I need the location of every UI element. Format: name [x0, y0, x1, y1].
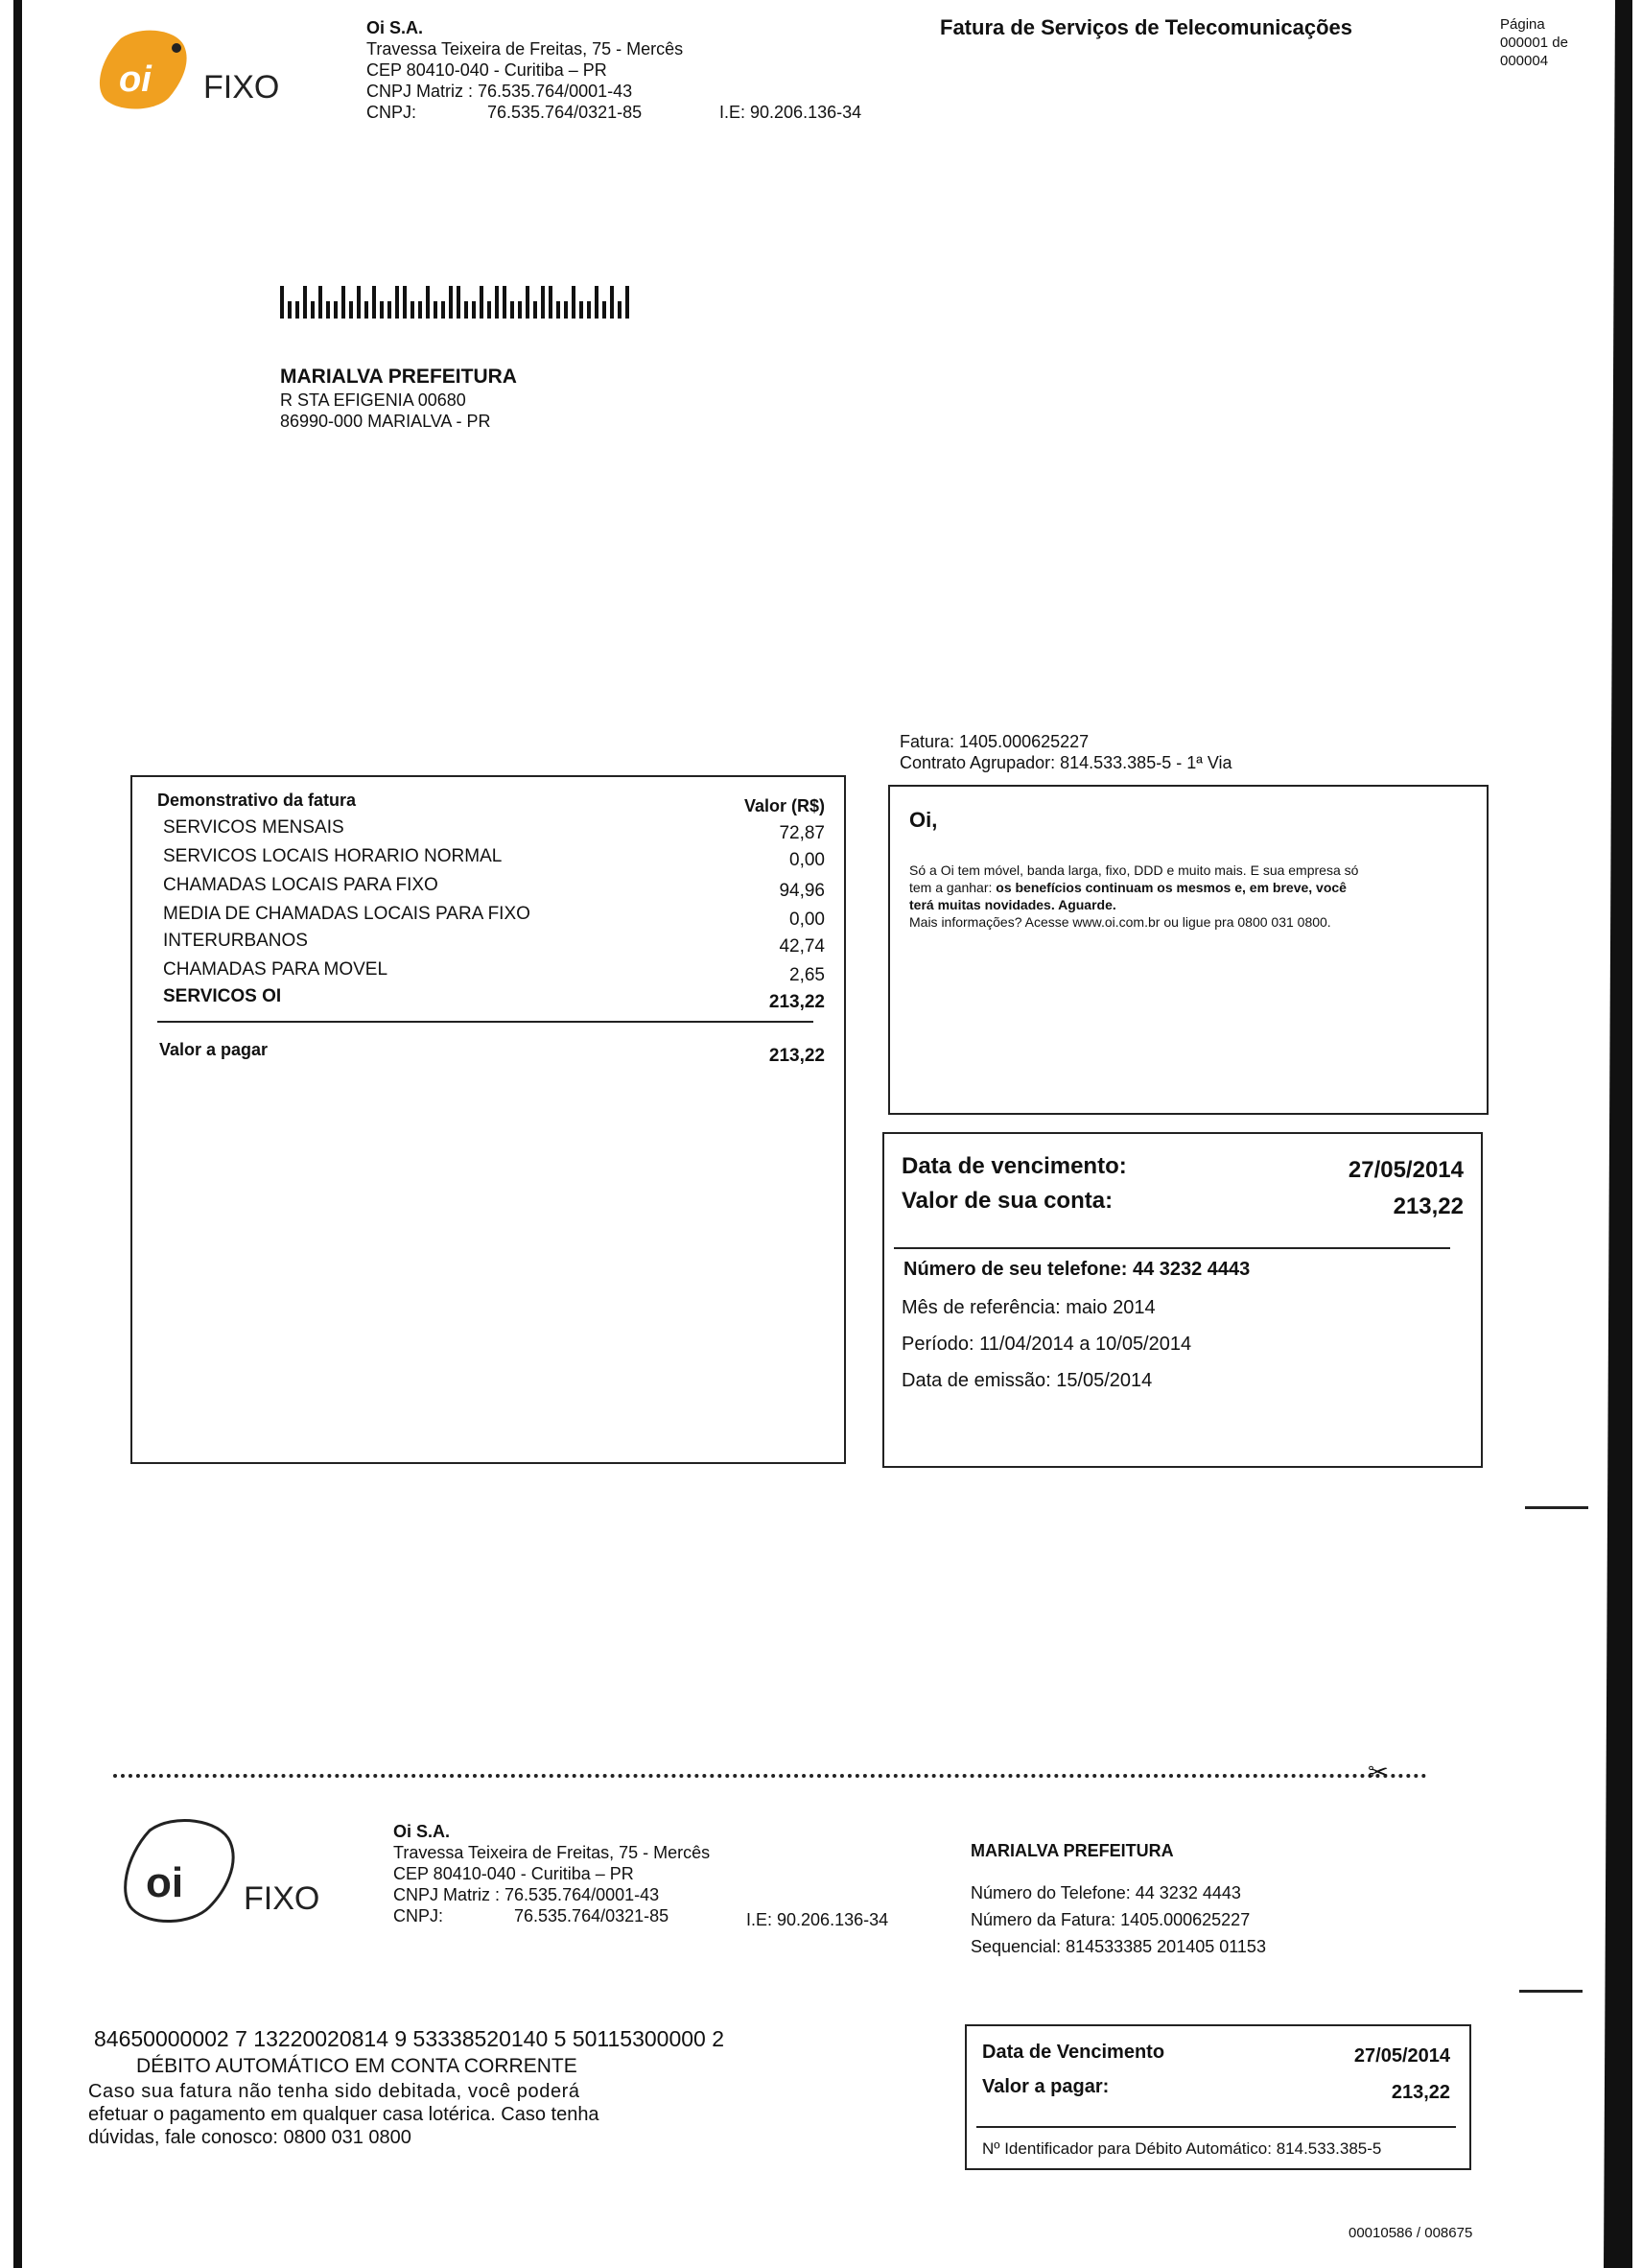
slip-debit-title: DÉBITO AUTOMÁTICO EM CONTA CORRENTE — [136, 2055, 577, 2077]
issuer-cnpj-label: CNPJ: — [366, 103, 417, 122]
recipient-block — [280, 365, 517, 432]
statement-item-value: 0,00 — [789, 910, 825, 930]
message-highlight: os benefícios continuam os mesmos e, em breve, você — [996, 880, 1347, 895]
scan-edge-left — [13, 0, 22, 2268]
oi-fixo-logo — [92, 21, 293, 117]
statement-subtotal-label: SERVICOS OI — [163, 986, 282, 1006]
slip-debit-id: Nº Identificador para Débito Automático: 814.533.385-5 — [982, 2139, 1382, 2158]
slip-barcode-number: 84650000002 7 13220020814 9 53338520140 5 50115300000 2 — [94, 2026, 725, 2051]
message-line: Só a Oi tem móvel, banda larga, fixo, DDD e muito mais. E sua empresa só — [909, 862, 1359, 878]
slip-ie: I.E: 90.206.136-34 — [746, 1910, 889, 1929]
statement-subtotal-value: 213,22 — [768, 992, 825, 1012]
invoice-number: Fatura: 1405.000625227 — [900, 732, 1090, 751]
scan-edge-right — [1604, 0, 1632, 2268]
slip-customer-block — [971, 1840, 1266, 1957]
message-body — [909, 862, 1471, 931]
statement-item-value: 42,74 — [779, 936, 825, 957]
phone-value: 44 3232 4443 — [1132, 1259, 1251, 1280]
issuer-cnpj-matriz: CNPJ Matriz : 76.535.764/0001-43 — [366, 82, 633, 101]
message-highlight: terá muitas novidades. Aguarde. — [909, 897, 1116, 912]
issuer-ie: I.E: 90.206.136-34 — [719, 103, 862, 122]
note-line: dúvidas, fale conosco: 0800 031 0800 — [88, 2127, 411, 2148]
margin-mark — [1525, 1506, 1588, 1509]
page-indicator — [1500, 15, 1568, 70]
issuer-cep: CEP 80410-040 - Curitiba – PR — [366, 60, 607, 80]
statement-item-label: SERVICOS LOCAIS HORARIO NORMAL — [163, 846, 503, 866]
scissors-icon: ✂ — [1368, 1758, 1389, 1786]
invoice-reference — [900, 731, 1232, 773]
document-title: Fatura de Serviços de Telecomunicações — [940, 15, 1352, 39]
issue-date: Data de emissão: 15/05/2014 — [902, 1370, 1153, 1391]
slip-due-label: Data de Vencimento — [982, 2042, 1165, 2063]
slip-payment-box — [965, 2024, 1471, 2170]
due-date-value: 27/05/2014 — [1348, 1157, 1464, 1183]
recipient-name: MARIALVA PREFEITURA — [280, 366, 517, 388]
footer-code: 00010586 / 008675 — [1349, 2225, 1473, 2241]
slip-cnpj-value: 76.535.764/0321-85 — [514, 1906, 669, 1925]
slip-payment-note — [88, 2080, 599, 2149]
statement-item-label: MEDIA DE CHAMADAS LOCAIS PARA FIXO — [163, 904, 530, 924]
recipient-city: 86990-000 MARIALVA - PR — [280, 412, 491, 431]
statement-item-label: INTERURBANOS — [163, 931, 308, 951]
statement-box — [130, 775, 846, 1464]
slip-logo — [117, 1809, 338, 1930]
statement-item-value: 0,00 — [789, 850, 825, 870]
message-line: tem a ganhar: — [909, 880, 997, 895]
slip-issuer-address: Travessa Teixeira de Freitas, 75 - Mercês — [393, 1843, 711, 1862]
slip-customer-name: MARIALVA PREFEITURA — [971, 1841, 1174, 1860]
due-date-label: Data de vencimento: — [902, 1153, 1127, 1179]
note-line: Caso sua fatura não tenha sido debitada, você poderá — [88, 2081, 580, 2102]
slip-amount-value: 213,22 — [1391, 2082, 1450, 2103]
statement-title: Demonstrativo da fatura — [157, 791, 357, 810]
note-line: efetuar o pagamento em qualquer casa lotérica. Caso tenha — [88, 2104, 599, 2125]
slip-issuer-cep: CEP 80410-040 - Curitiba – PR — [393, 1864, 634, 1883]
statement-divider — [157, 1021, 813, 1023]
issuer-block — [366, 17, 884, 123]
recipient-street: R STA EFIGENIA 00680 — [280, 390, 466, 410]
total-value: 213,22 — [768, 1046, 825, 1066]
summary-divider — [894, 1247, 1450, 1249]
account-amount-value: 213,22 — [1393, 1193, 1464, 1219]
slip-box-divider — [976, 2126, 1456, 2128]
statement-item-value: 72,87 — [779, 823, 825, 843]
page-label: Página — [1500, 16, 1545, 33]
slip-issuer-block — [393, 1821, 911, 1929]
slip-sequence-number: Sequencial: 814533385 201405 01153 — [971, 1937, 1266, 1956]
issuer-name: Oi S.A. — [366, 18, 424, 37]
slip-cnpj-label: CNPJ: — [393, 1906, 444, 1925]
cut-line — [113, 1774, 1427, 1778]
statement-item-label: CHAMADAS LOCAIS PARA FIXO — [163, 875, 438, 895]
page-number: 000001 de — [1500, 35, 1568, 51]
message-contact: Mais informações? Acesse www.oi.com.br ou ligue pra 0800 031 0800. — [909, 914, 1331, 930]
contract-number: Contrato Agrupador: 814.533.385-5 - 1ª Via — [900, 753, 1232, 772]
summary-box — [882, 1132, 1483, 1468]
statement-value-header: Valor (R$) — [743, 796, 825, 815]
statement-item-label: SERVICOS MENSAIS — [163, 817, 344, 838]
logo-product: FIXO — [203, 69, 280, 106]
account-amount-label: Valor de sua conta: — [902, 1188, 1114, 1214]
logo-brand-word: oi — [119, 59, 152, 100]
phone-line — [903, 1259, 1250, 1281]
message-greeting: Oi, — [909, 808, 938, 832]
message-box — [888, 785, 1489, 1115]
billing-period: Período: 11/04/2014 a 10/05/2014 — [902, 1334, 1192, 1355]
slip-amount-label: Valor a pagar: — [982, 2076, 1110, 2097]
issuer-address: Travessa Teixeira de Freitas, 75 - Mercês — [366, 39, 684, 59]
slip-due-value: 27/05/2014 — [1353, 2045, 1450, 2067]
phone-label: Número de seu telefone: — [903, 1259, 1128, 1280]
total-label: Valor a pagar — [159, 1040, 269, 1059]
slip-phone-number: Número do Telefone: 44 3232 4443 — [971, 1883, 1241, 1902]
margin-mark — [1519, 1990, 1583, 1993]
issuer-cnpj-value: 76.535.764/0321-85 — [487, 103, 643, 122]
postal-barcode — [280, 286, 629, 319]
statement-item-value: 2,65 — [789, 965, 825, 985]
slip-invoice-number: Número da Fatura: 1405.000625227 — [971, 1910, 1251, 1929]
page-total: 000004 — [1500, 53, 1549, 69]
statement-item-label: CHAMADAS PARA MOVEL — [163, 959, 388, 980]
slip-issuer-cnpj-matriz: CNPJ Matriz : 76.535.764/0001-43 — [393, 1885, 660, 1904]
reference-month: Mês de referência: maio 2014 — [902, 1297, 1156, 1318]
slip-logo-product: FIXO — [244, 1880, 320, 1917]
slip-issuer-name: Oi S.A. — [393, 1822, 451, 1841]
slip-logo-word: oi — [146, 1859, 184, 1906]
statement-item-value: 94,96 — [779, 881, 825, 901]
